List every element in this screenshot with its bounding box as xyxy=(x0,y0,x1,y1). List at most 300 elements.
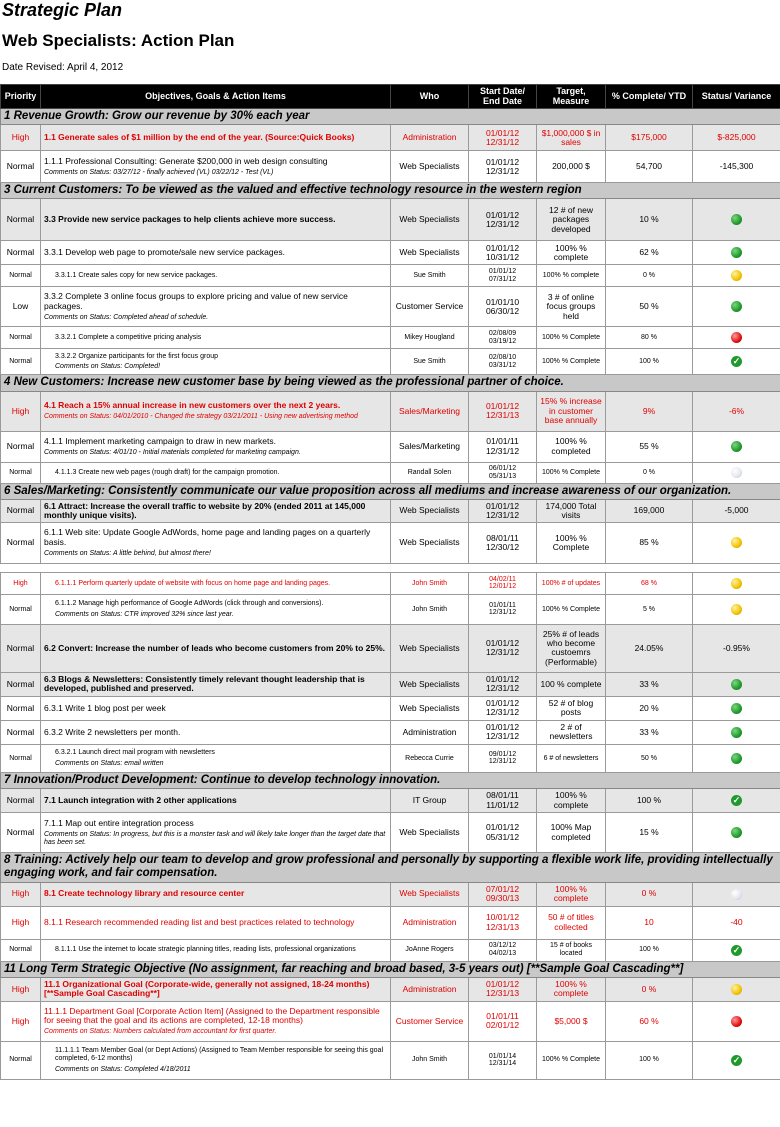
complete-cell: 54,700 xyxy=(606,151,693,183)
target-cell: 174,000 Total visits xyxy=(537,499,606,522)
complete-cell: 9% xyxy=(606,391,693,431)
complete-cell: 100 % xyxy=(606,939,693,961)
start-date: 01/01/12 xyxy=(485,242,520,253)
green-circle-icon xyxy=(731,301,742,312)
status-cell xyxy=(693,241,780,265)
date-revised: Date Revised: April 4, 2012 xyxy=(2,62,124,73)
objective-cell xyxy=(41,696,391,720)
objective-cell xyxy=(41,977,391,1001)
objective-text: 4.1 Reach a 15% annual increase in new customers over the next 2 years. xyxy=(44,400,341,411)
dates-cell xyxy=(469,125,537,151)
start-date: 01/01/12 xyxy=(485,638,520,649)
dates-cell xyxy=(469,1041,537,1079)
who-cell: Administration xyxy=(391,906,469,939)
objective-cell xyxy=(41,125,391,151)
table-row xyxy=(1,287,780,327)
objective-text: 1.1 Generate sales of $1 million by the end of the year. (Source:Quick Books) xyxy=(44,132,355,143)
priority-cell: Normal xyxy=(1,349,41,375)
section-row xyxy=(1,961,780,977)
target-cell: 100% % Complete xyxy=(537,462,606,483)
who-cell: Sue Smith xyxy=(391,265,469,287)
start-date: 01/01/11 xyxy=(486,436,519,447)
end-date: 12/31/12 xyxy=(485,509,520,520)
target-cell: 100% # of updates xyxy=(537,572,606,594)
objective-text: 3.3.1.1 Create sales copy for new service packages. xyxy=(55,272,218,280)
complete-cell: 85 % xyxy=(606,522,693,563)
target-cell: 52 # of blog posts xyxy=(537,696,606,720)
priority-cell: Normal xyxy=(1,696,41,720)
dates-cell xyxy=(469,744,537,772)
start-date: 01/01/11 xyxy=(486,1011,519,1022)
table-row xyxy=(1,151,780,183)
objective-cell xyxy=(41,391,391,431)
table-row xyxy=(1,906,780,939)
objective-cell xyxy=(41,672,391,696)
objective-text: 11.1 Organizational Goal (Corporate-wide, generally not assigned, 18-24 months) [**Sample Goal Cascading**] xyxy=(44,979,370,999)
table-row xyxy=(1,125,780,151)
table-row xyxy=(1,939,780,961)
objective-text: 7.1 Launch integration with 2 other applications xyxy=(44,795,237,805)
status-cell xyxy=(693,813,780,853)
target-cell: 15 # of books located xyxy=(537,939,606,961)
end-date: 12/31/12 xyxy=(485,731,520,742)
section-row xyxy=(1,772,780,788)
dates-cell xyxy=(469,151,537,183)
who-cell: John Smith xyxy=(391,594,469,624)
objective-text: 3.3.2 Complete 3 online focus groups to explore pricing and value of new service packages. xyxy=(44,291,348,311)
end-date: 12/31/12 xyxy=(485,445,520,456)
status-cell: $-825,000 xyxy=(693,125,780,151)
section-title: 11 Long Term Strategic Objective (No assignment, far reaching and broad based, 3-5 years out) [**Sample Goal Cascading**] xyxy=(1,961,780,977)
complete-cell: 0 % xyxy=(606,977,693,1001)
status-cell xyxy=(693,199,780,241)
objective-cell xyxy=(41,572,391,594)
who-cell: Customer Service xyxy=(391,287,469,327)
objective-cell xyxy=(41,199,391,241)
target-cell: 2 # of newsletters xyxy=(537,720,606,744)
end-date: 04/02/13 xyxy=(488,950,517,958)
objective-text: 4.1.1.3 Create new web pages (rough draft) for the campaign promotion. xyxy=(55,468,280,476)
column-header-who: Who xyxy=(391,85,469,109)
who-cell: Mikey Hougland xyxy=(391,327,469,349)
priority-cell: Normal xyxy=(1,720,41,744)
dates-cell xyxy=(469,696,537,720)
objective-text: 6.3 Blogs & Newsletters: Consistently timely relevant thought leadership that is developed, published and preserved. xyxy=(44,674,365,694)
green-circle-icon xyxy=(731,727,742,738)
objective-text: 8.1 Create technology library and resource center xyxy=(44,888,245,899)
table-row xyxy=(1,241,780,265)
status-cell: -40 xyxy=(693,906,780,939)
status-comment: Comments on Status: 03/27/12 - finally achieved (VL) 03/22/12 - Test (VL) xyxy=(44,169,274,177)
dates-cell xyxy=(469,720,537,744)
objective-cell xyxy=(41,594,391,624)
end-date: 05/31/12 xyxy=(485,831,520,842)
start-date: 01/01/12 xyxy=(485,400,520,411)
dates-cell xyxy=(469,594,537,624)
status-cell: -145,300 xyxy=(693,151,780,183)
table-row xyxy=(1,594,780,624)
start-date: 01/01/12 xyxy=(485,500,520,511)
end-date: 03/19/12 xyxy=(488,337,517,345)
end-date: 12/01/12 xyxy=(488,583,517,591)
table-row xyxy=(1,327,780,349)
status-cell xyxy=(693,349,780,375)
complete-cell: 169,000 xyxy=(606,499,693,522)
objective-cell xyxy=(41,744,391,772)
end-date: 02/01/12 xyxy=(485,1020,520,1031)
section-row xyxy=(1,183,780,199)
who-cell: Web Specialists xyxy=(391,672,469,696)
green-circle-icon xyxy=(731,214,742,225)
end-date: 12/31/12 xyxy=(485,647,520,658)
objective-cell xyxy=(41,813,391,853)
who-cell: Web Specialists xyxy=(391,499,469,522)
priority-cell: Normal xyxy=(1,265,41,287)
priority-cell: Normal xyxy=(1,939,41,961)
dates-cell xyxy=(469,522,537,563)
end-date: 12/31/12 xyxy=(485,707,520,718)
target-cell: 100% % Complete xyxy=(537,349,606,375)
start-date: 10/01/12 xyxy=(485,912,520,923)
status-comment: Comments on Status: Completed ahead of schedule. xyxy=(44,313,209,321)
priority-cell: Low xyxy=(1,287,41,327)
status-cell xyxy=(693,882,780,906)
status-cell xyxy=(693,744,780,772)
white-circle-icon xyxy=(731,467,742,478)
end-date: 12/31/13 xyxy=(485,921,520,932)
who-cell: Web Specialists xyxy=(391,813,469,853)
table-row xyxy=(1,391,780,431)
dates-cell xyxy=(469,906,537,939)
priority-cell: Normal xyxy=(1,789,41,813)
table-row xyxy=(1,522,780,563)
objective-text: 11.1.1 Department Goal [Corporate Action Item] (Assigned to the Department responsible for seeing that the goal and its actions are completed, 12-18 months) xyxy=(44,1005,380,1025)
priority-cell: High xyxy=(1,572,41,594)
objective-text: 3.3.1 Develop web page to promote/sale new service packages. xyxy=(44,247,285,258)
dates-cell xyxy=(469,572,537,594)
section-title: 8 Training: Actively help our team to develop and grow professional and personally by supporting a flexible work life, providing intellectually engaging work, and fair compensation. xyxy=(1,853,780,882)
start-date: 03/12/12 xyxy=(488,942,517,950)
target-cell: 100% % Complete xyxy=(537,1041,606,1079)
start-date: 01/01/12 xyxy=(485,979,520,990)
start-date: 08/01/11 xyxy=(486,532,519,543)
status-comment: Comments on Status: CTR improved 32% since last year. xyxy=(55,610,234,618)
dates-cell xyxy=(469,265,537,287)
dates-cell xyxy=(469,882,537,906)
priority-cell: Normal xyxy=(1,462,41,483)
section-title: 3 Current Customers: To be viewed as the valued and effective technology resource in the western region xyxy=(1,183,780,199)
target-cell: 100% Map completed xyxy=(537,813,606,853)
document-title: Strategic Plan xyxy=(2,0,123,20)
column-header-objectives: Objectives, Goals & Action Items xyxy=(41,85,391,109)
objective-text: 6.3.2 Write 2 newsletters per month. xyxy=(44,726,181,737)
section-row xyxy=(1,375,780,391)
complete-cell: 100 % xyxy=(606,789,693,813)
dates-cell xyxy=(469,789,537,813)
objective-cell xyxy=(41,1001,391,1041)
priority-cell: Normal xyxy=(1,499,41,522)
status-cell xyxy=(693,522,780,563)
table-gap xyxy=(1,563,780,572)
objective-cell xyxy=(41,499,391,522)
objective-cell xyxy=(41,241,391,265)
dates-cell xyxy=(469,199,537,241)
target-cell: 100 % complete xyxy=(537,672,606,696)
complete-cell: 50 % xyxy=(606,744,693,772)
dates-cell xyxy=(469,462,537,483)
green-circle-icon xyxy=(731,753,742,764)
objective-cell xyxy=(41,327,391,349)
table-row xyxy=(1,199,780,241)
status-cell xyxy=(693,462,780,483)
objective-cell xyxy=(41,1041,391,1079)
complete-cell: 33 % xyxy=(606,720,693,744)
start-date: 01/01/11 xyxy=(489,601,516,609)
who-cell: Sales/Marketing xyxy=(391,391,469,431)
table-header-row xyxy=(1,85,780,109)
section-title: 6 Sales/Marketing: Consistently communicate our value proposition across all mediums and increase awareness of our organization. xyxy=(1,483,780,499)
dates-cell xyxy=(469,327,537,349)
who-cell: Rebecca Currie xyxy=(391,744,469,772)
who-cell: Web Specialists xyxy=(391,522,469,563)
table-row xyxy=(1,813,780,853)
start-date: 01/01/12 xyxy=(485,674,520,685)
priority-cell: High xyxy=(1,1001,41,1041)
complete-cell: 33 % xyxy=(606,672,693,696)
priority-cell: Normal xyxy=(1,327,41,349)
target-cell: 25% # of leads who become custoemrs (Performable) xyxy=(537,624,606,672)
status-cell xyxy=(693,265,780,287)
who-cell: Customer Service xyxy=(391,1001,469,1041)
complete-cell: 80 % xyxy=(606,327,693,349)
objective-text: 4.1.1 Implement marketing campaign to draw in new markets. xyxy=(44,435,276,446)
complete-cell: 5 % xyxy=(606,594,693,624)
complete-cell: 100 % xyxy=(606,349,693,375)
end-date: 12/30/12 xyxy=(485,541,520,552)
table-row xyxy=(1,349,780,375)
status-cell: -0.95% xyxy=(693,624,780,672)
who-cell: John Smith xyxy=(391,1041,469,1079)
who-cell: Randall Solen xyxy=(391,462,469,483)
yellow-circle-icon xyxy=(731,537,742,548)
who-cell: Web Specialists xyxy=(391,241,469,265)
target-cell: 15% % increase in customer base annually xyxy=(537,391,606,431)
table-row xyxy=(1,1041,780,1079)
dates-cell xyxy=(469,499,537,522)
start-date: 06/01/12 xyxy=(488,465,517,473)
section-row xyxy=(1,853,780,882)
status-cell xyxy=(693,939,780,961)
table-row xyxy=(1,977,780,1001)
status-cell xyxy=(693,789,780,813)
white-circle-icon xyxy=(731,889,742,900)
priority-cell: High xyxy=(1,125,41,151)
priority-cell: High xyxy=(1,906,41,939)
objective-text: 1.1.1 Professional Consulting: Generate $200,000 in web design consulting xyxy=(44,155,328,166)
status-cell xyxy=(693,431,780,462)
section-title: 4 New Customers: Increase new customer base by being viewed as the professional partner of choice. xyxy=(1,375,780,391)
priority-cell: Normal xyxy=(1,431,41,462)
table-row xyxy=(1,744,780,772)
objective-text: 3.3.2.2 Organize participants for the first focus group xyxy=(55,352,219,360)
table-row xyxy=(1,672,780,696)
status-comment: Comments on Status: Numbers calculated from accountant for first quarter. xyxy=(44,1028,277,1036)
table-row xyxy=(1,462,780,483)
start-date: 02/08/09 xyxy=(488,330,517,338)
status-cell: -5,000 xyxy=(693,499,780,522)
end-date: 07/31/12 xyxy=(488,275,517,283)
start-date: 01/01/12 xyxy=(485,209,520,220)
green-check-icon: ✓ xyxy=(732,944,741,955)
objective-text: 3.3 Provide new service packages to help clients achieve more success. xyxy=(44,214,336,225)
start-date: 08/01/11 xyxy=(486,790,519,801)
green-circle-icon xyxy=(731,827,742,838)
status-comment: Comments on Status: In progress, but this is a monster task and will likely take longer than the target date that has been set. xyxy=(44,831,386,846)
red-circle-icon xyxy=(731,1016,742,1027)
start-date: 07/01/12 xyxy=(485,883,520,894)
objective-cell xyxy=(41,789,391,813)
start-date: 01/01/12 xyxy=(488,268,517,276)
section-row xyxy=(1,109,780,125)
start-date: 01/01/12 xyxy=(485,822,520,833)
target-cell: 100% % Complete xyxy=(537,327,606,349)
objective-text: 6.1.1 Web site: Update Google AdWords, home page and landing pages on a quarterly basis. xyxy=(44,527,371,547)
complete-cell: 62 % xyxy=(606,241,693,265)
start-date: 01/01/10 xyxy=(485,296,520,307)
status-cell xyxy=(693,696,780,720)
column-header-status: Status/ Variance xyxy=(693,85,780,109)
objective-text: 6.2 Convert: Increase the number of leads who become customers from 20% to 25%. xyxy=(44,642,386,653)
target-cell: 100% % completed xyxy=(537,431,606,462)
start-date: 01/01/12 xyxy=(485,698,520,709)
section-title: 7 Innovation/Product Development: Continue to develop technology innovation. xyxy=(1,772,780,788)
green-check-icon: ✓ xyxy=(732,356,741,367)
table-body xyxy=(1,109,780,1080)
end-date: 12/31/12 xyxy=(485,136,520,147)
end-date: 10/31/12 xyxy=(485,251,520,262)
objective-cell xyxy=(41,624,391,672)
end-date: 12/31/12 xyxy=(485,218,520,229)
who-cell: Web Specialists xyxy=(391,151,469,183)
status-comment: Comments on Status: 04/01/2010 - Changed the strategy 03/21/2011 - Using new advertising method xyxy=(44,413,358,421)
priority-cell: Normal xyxy=(1,744,41,772)
end-date: 12/31/14 xyxy=(488,1060,517,1068)
end-date: 12/31/13 xyxy=(485,988,520,999)
status-cell xyxy=(693,1041,780,1079)
target-cell: 100% % Complete xyxy=(537,594,606,624)
column-header-complete: % Complete/ YTD xyxy=(606,85,693,109)
target-cell: 100% % complete xyxy=(537,882,606,906)
table-row xyxy=(1,499,780,522)
dates-cell xyxy=(469,813,537,853)
end-date: 06/30/12 xyxy=(485,305,520,316)
objective-text: 8.1.1 Research recommended reading list and best practices related to technology xyxy=(44,916,355,927)
who-cell: JoAnne Rogers xyxy=(391,939,469,961)
priority-cell: Normal xyxy=(1,199,41,241)
green-circle-icon xyxy=(731,679,742,690)
status-cell xyxy=(693,572,780,594)
end-date: 12/31/12 xyxy=(488,758,517,766)
start-date: 01/01/12 xyxy=(485,722,520,733)
end-date: 12/31/12 xyxy=(485,165,520,176)
target-cell: $1,000,000 $ in sales xyxy=(537,125,606,151)
table-row xyxy=(1,882,780,906)
objective-text: 6.3.1 Write 1 blog post per week xyxy=(44,702,166,713)
status-cell: -6% xyxy=(693,391,780,431)
priority-cell: High xyxy=(1,882,41,906)
objective-cell xyxy=(41,720,391,744)
status-comment: Comments on Status: email written xyxy=(55,759,164,767)
start-date: 09/01/12 xyxy=(488,750,517,758)
table-row xyxy=(1,1001,780,1041)
start-date: 01/01/14 xyxy=(488,1052,517,1060)
status-cell xyxy=(693,977,780,1001)
target-cell: 100% % complete xyxy=(537,265,606,287)
section-title: 1 Revenue Growth: Grow our revenue by 30% each year xyxy=(1,109,780,125)
dates-cell xyxy=(469,349,537,375)
objective-text: 8.1.1.1 Use the internet to locate strategic planning titles, reading lists, professional organizations xyxy=(55,946,356,954)
dates-cell xyxy=(469,241,537,265)
column-header-start-end: Start Date/ End Date xyxy=(469,85,537,109)
section-row xyxy=(1,483,780,499)
objective-cell xyxy=(41,265,391,287)
dates-cell xyxy=(469,431,537,462)
end-date: 05/31/13 xyxy=(488,472,517,480)
green-circle-icon xyxy=(731,441,742,452)
dates-cell xyxy=(469,939,537,961)
objective-cell xyxy=(41,522,391,563)
end-date: 09/30/13 xyxy=(485,893,520,904)
yellow-circle-icon xyxy=(731,984,742,995)
table-row xyxy=(1,696,780,720)
objective-text: 6.1 Attract: Increase the overall traffic to website by 20% (ended 2011 at 145,000 monthly unique visits). xyxy=(44,500,366,520)
target-cell: 100% % complete xyxy=(537,241,606,265)
dates-cell xyxy=(469,977,537,1001)
target-cell: 6 # of newsletters xyxy=(537,744,606,772)
status-comment: Comments on Status: Completed 4/18/2011 xyxy=(55,1065,191,1073)
dates-cell xyxy=(469,287,537,327)
complete-cell: 100 % xyxy=(606,1041,693,1079)
objective-cell xyxy=(41,462,391,483)
start-date: 02/08/10 xyxy=(488,354,517,362)
target-cell: 100% % complete xyxy=(537,789,606,813)
start-date: 04/02/11 xyxy=(489,575,516,583)
start-date: 01/01/12 xyxy=(485,127,520,138)
table-row xyxy=(1,624,780,672)
status-comment: Comments on Status: Completed! xyxy=(55,363,161,371)
complete-cell: 20 % xyxy=(606,696,693,720)
objective-cell xyxy=(41,151,391,183)
priority-cell: Normal xyxy=(1,241,41,265)
priority-cell: Normal xyxy=(1,522,41,563)
objective-text: 6.1.1.1 Perform quarterly update of website with focus on home page and landing pages. xyxy=(55,579,331,587)
priority-cell: Normal xyxy=(1,151,41,183)
target-cell: $5,000 $ xyxy=(537,1001,606,1041)
who-cell: Web Specialists xyxy=(391,696,469,720)
status-cell xyxy=(693,1001,780,1041)
who-cell: John Smith xyxy=(391,572,469,594)
objective-cell xyxy=(41,939,391,961)
green-circle-icon xyxy=(731,703,742,714)
objective-text: 3.3.2.1 Complete a competitive pricing analysis xyxy=(55,334,202,342)
objective-text: 11.1.1.1 Team Member Goal (or Dept Actions) (Assigned to Team Member responsible for seeing this goal completed, 6-12 months) xyxy=(55,1047,383,1062)
end-date: 03/31/12 xyxy=(488,361,517,369)
objective-text: 6.3.2.1 Launch direct mail program with newsletters xyxy=(55,749,215,757)
complete-cell: 10 % xyxy=(606,199,693,241)
who-cell: Sue Smith xyxy=(391,349,469,375)
objective-cell xyxy=(41,287,391,327)
yellow-circle-icon xyxy=(731,578,742,589)
